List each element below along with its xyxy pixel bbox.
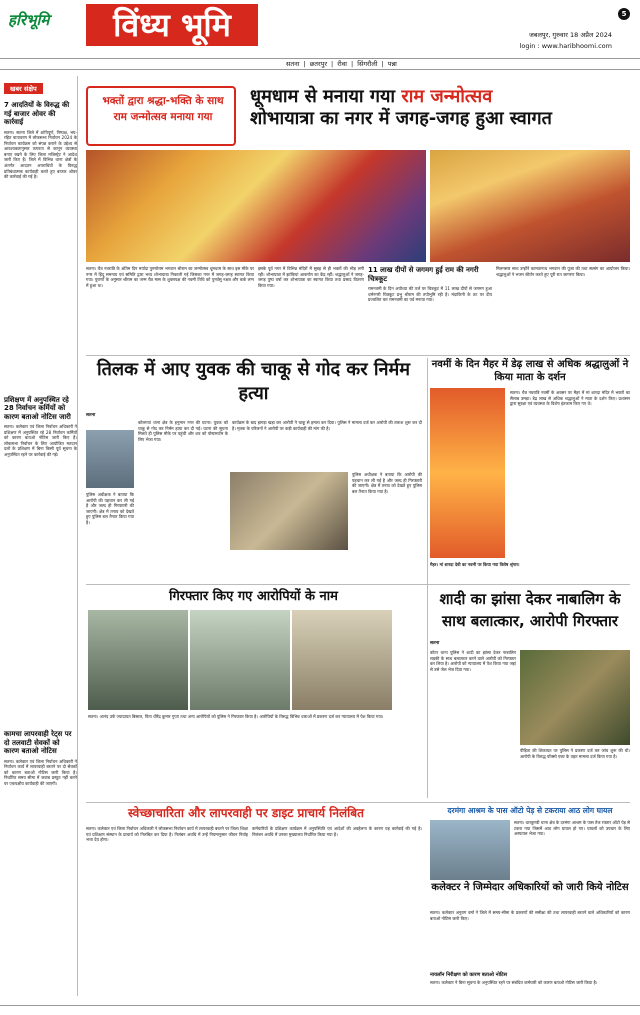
masthead <box>0 0 640 58</box>
story7-note-headline: नायलॉन निरीक्षण को कारण बताओ नोटिस <box>430 972 508 978</box>
story4-headline[interactable]: गिरफ्तार किए गए आरोपियों के नाम <box>169 589 338 604</box>
story5-photo-accused <box>520 650 630 745</box>
story1-body-1: सतना। चैत्र नवरात्रि के अंतिम दिन मर्यादा पुरुषोत्तम भगवान श्रीराम का जन्मोत्सव धूमधाम के साथ इस मौके पर नगर में हिंदू समन्वय एवं समिति द्वारा भव्य शोभायात्रा निकाली गई जिसका नगर में जगह-जगह स्वागत किया गया। पुराणों के अनुसार श्रीराम का जन्म चैत्र मास के शुक्लपक्ष की नवमी तिथि को पुनर्वसु नक्षत्र और कर्क लग्न में हुआ था। <box>86 266 254 288</box>
story3-photo-deity <box>430 388 505 558</box>
story7-photo-auto <box>430 820 510 880</box>
story5-body-1: कोटर थाना पुलिस ने शादी का झांसा देकर नाबालिग लड़की के साथ बलात्कार करने वाले आरोपी को गिरफ्तार कर लिया है। आरोपी को न्यायालय में पेश किया गया जहां से उसे जेल भेज दिया गया। <box>430 650 516 672</box>
story6-body-2: कर्मचारियों के प्रशिक्षण कार्यक्रम में अनुपस्थिति एवं आदेशों की अवहेलना के कारण यह कार्रवाई की गई है। निलंबन अवधि में उनका मुख्यालय निर्धारित किया गया है। <box>252 826 422 837</box>
story7-body-2: सतना। कलेक्टर अनुराग वर्मा ने जिले में समय-सीमा के प्रकरणों की समीक्षा की तथा लापरवाही बरतने वाले अधिकारियों को कारण बताओ नोटिस जारी किए। <box>430 910 630 921</box>
story1-body-2: इसके पूर्व नगर में विभिन्न मंदिरों में सुबह से ही भक्तों की भीड़ लगी रही। शोभायात्रा में झांकियां आकर्षण का केंद्र रहीं। श्रद्धालुओं ने जगह-जगह पुष्प वर्षा कर शोभायात्रा का स्वागत किया तथा प्रसाद वितरण किया गया। <box>258 266 364 288</box>
story4-body: सतना। आनंद उर्फ ज्यादायत बिसाल, पिता धीरेंद्र कुमार गुप्ता तथा अन्य आरोपियों को पुलिस ने गिरफ्तार किया है। आरोपियों के विरुद्ध विभिन्न धाराओं में प्रकरण दर्ज कर न्यायालय में पेश किया गया। <box>88 714 384 719</box>
brief-headline-3: कामचा लापरवाही रेट्स पर दो तलवाटी सेवकों को कारण बताओ नोटिस <box>4 730 72 755</box>
divider <box>86 355 630 356</box>
story5-byline: सतना <box>430 641 440 646</box>
story2-photo-scene <box>230 472 348 550</box>
accused-photo-3 <box>292 610 392 710</box>
brief-headline-1: 7 आदतियों के विरुद्ध की गई बाजार ओवर की कार्रवाई <box>4 101 70 126</box>
divider <box>86 584 630 585</box>
dateline: जबलपुर, गुरुवार 18 अप्रैल 2024 <box>528 31 612 39</box>
story1-photo-deity <box>430 150 630 262</box>
story1-subhead: 11 लाख दीपों से जगमग हुई राम की नगरी चित्रकूट <box>368 266 479 283</box>
story3-caption: मैहर। मां शारदा देवी का नवमी पर किया गया विशेष श्रृंगार। <box>430 562 520 567</box>
website-link[interactable]: login : www.haribhoomi.com <box>519 42 612 50</box>
brief-headline-2: प्रशिक्षण में अनुपस्थित रहे 28 निर्वाचन कर्मियों को कारण बताओ नोटिस जारी <box>4 395 71 421</box>
story2-byline: सतना <box>86 413 96 418</box>
brand-logo: हरिभूमि <box>8 11 50 29</box>
story7-body-3: सतना। कलेक्टर ने बिना सूचना के अनुपस्थित रहने पर संबंधित कर्मचारी को कारण बताओ नोटिस जारी किया है। <box>430 980 598 985</box>
city-list: सतना | छतरपुर | रीवा | सिंगरौली | पन्ना <box>286 60 397 68</box>
story2-headline[interactable]: तिलक में आए युवक की चाकू से गोद कर निर्मम हत्या <box>96 359 411 404</box>
page-number: 5 <box>618 8 630 20</box>
story5-body-2: पीड़िता की शिकायत पर पुलिस ने प्रकरण दर्ज कर जांच शुरू की थी। आरोपी के विरुद्ध पॉक्सो एक्ट के तहत मामला दर्ज किया गया है। <box>520 748 630 759</box>
story1-body-5: मिलनसार साथ उन्होंने कामतानाथ भगवान की पूजा की तथा सत्संग का आयोजन किया। श्रद्धालुओं ने भजन कीर्तन करते हुए पूरी रात जागरण किया। <box>496 266 630 277</box>
story1-photo-procession <box>86 150 426 262</box>
story1-headline[interactable] <box>250 86 630 130</box>
story6-headline[interactable]: स्वेच्छाचारिता और लापरवाही पर डाइट प्राचार्य निलंबित <box>128 806 364 820</box>
page-title: विंध्य भूमि <box>86 4 258 46</box>
story7-body: सतना। धारकुण्डी थाना क्षेत्र के दरमंगा आश्रम के पास तेज रफ्तार ऑटो पेड़ से टकरा गया जिसमें आठ लोग घायल हो गए। घायलों को उपचार के लिए अस्पताल भेजा गया। <box>514 820 630 837</box>
story2-body-2b: पुलिस अधीक्षक ने बताया कि आरोपी की पहचान कर ली गई है और जल्द ही गिरफ्तारी की जाएगी। क्षेत्र में तनाव को देखते हुए पुलिस बल तैनात किया गया है। <box>352 472 422 494</box>
story1-headline-part2: शोभायात्रा का नगर में जगह-जगह हुआ स्वागत <box>250 108 552 129</box>
story3-headline[interactable]: नवमीं के दिन मैहर में डेढ़ लाख से अधिक श्रद्धालुओं ने किया माता के दर्शन <box>431 359 629 383</box>
story1-headline-red: राम जन्मोत्सव <box>401 86 493 107</box>
story1-highlight-box <box>86 86 236 146</box>
story1-body-4: रामनवमी के दिन अयोध्या की तर्ज पर चित्रकूट में 11 लाख दीपों से जगमग हुआ धर्मनगरी चित्रकूट प्रभु श्रीराम की तपोभूमि रही है। मंदाकिनी के तट पर दीप प्रज्वलित कर रामनवमी का पर्व मनाया गया। <box>368 286 492 303</box>
story2-body-1: कोलगवां थाना क्षेत्र के हनुमान नगर की घटना। युवक को चाकू से गोद कर निर्मम हत्या कर दी गई। घटना की सूचना मिलते ही पुलिस मौके पर पहुंची और शव को पोस्टमार्टम के लिए भेजा गया। <box>138 420 228 442</box>
story7-subhead[interactable]: कलेक्टर ने जिम्मेदार अधिकारियों को जारी किये नोटिस <box>431 882 629 893</box>
story5-headline[interactable]: शादी का झांसा देकर नाबालिग के साथ बलात्कार, आरोपी गिरफ्तार <box>439 590 621 630</box>
divider <box>86 802 630 803</box>
story2-body-3: पुलिस अधीक्षक ने बताया कि आरोपी की पहचान कर ली गई है और जल्द ही गिरफ्तारी की जाएगी। क्षेत्र में तनाव को देखते हुए पुलिस बल तैनात किया गया है। <box>86 492 134 525</box>
brief-body-3: सतना। कलेक्टर एवं जिला निर्वाचन अधिकारी ने निर्वाचन कार्य में लापरवाही बरतने पर दो सेवकों को कारण बताओ नोटिस जारी किया है। निर्धारित समय सीमा में जवाब प्रस्तुत नहीं करने पर एकपक्षीय कार्यवाही की जाएगी। <box>4 758 77 786</box>
brief-body-2: सतना। कलेक्टर एवं जिला निर्वाचन अधिकारी ने प्रशिक्षण में अनुपस्थित रहे 28 निर्वाचन कर्मियों को कारण बताओ नोटिस जारी किए हैं। लोकसभा निर्वाचन के लिए आयोजित मतदान दलों के प्रशिक्षण में बिना किसी पूर्व सूचना के अनुपस्थित रहने पर कार्रवाई की गई। <box>4 424 77 457</box>
story6-body-1: सतना। कलेक्टर एवं जिला निर्वाचन अधिकारी ने लोकसभा निर्वाचन कार्य में लापरवाही बरतने पर जिला शिक्षा एवं प्रशिक्षण संस्थान के प्राचार्य को निलंबित कर दिया है। निलंबन अवधि में उन्हें नियमानुसार जीवन निर्वाह भत्ता देय होगा। <box>86 826 248 843</box>
story2-photo-victim <box>86 430 134 488</box>
story1-headline-part1: धूमधाम से मनाया गया <box>250 86 402 107</box>
accused-photo-2 <box>190 610 290 710</box>
page-footer <box>0 1005 640 1015</box>
divider <box>427 358 428 798</box>
accused-photo-1 <box>88 610 188 710</box>
brief-body-1: सतना। सतना जिले में शांतिपूर्ण, निष्पक्ष, भय-रहित वातावरण में लोकसभा निर्वाचन 2024 के निर्वाचन कार्यक्रम को संपन्न कराने के उद्देश्य से आवश्यकतानुसार तत्परता से कानून व्यवस्था बनाए रखने के लिए जिला मजिस्ट्रेट ने आदेश जारी किए हैं। जिले में विभिन्न थाना क्षेत्रों के अंतर्गत आदतन अपराधियों के विरुद्ध प्रतिबंधात्मक कार्यवाही करते हुए बाजार ओवर की कार्रवाई की गई है। <box>4 129 77 180</box>
story3-body: सतना। चैत्र नवरात्रि नवमीं के अवसर पर मैहर में मां शारदा मंदिर में भक्तों का सैलाब उमड़ा। डेढ़ लाख से अधिक श्रद्धालुओं ने माता के दर्शन किए। प्रशासन द्वारा सुरक्षा एवं व्यवस्था के विशेष इंतजाम किए गए थे। <box>510 390 630 407</box>
story7-headline[interactable]: दरमंगा आश्रम के पास ऑटो पेड़ से टकराया आठ लोग घायल <box>447 806 613 815</box>
left-column <box>4 76 78 996</box>
section-label: खबर संक्षेप <box>4 83 43 94</box>
city-bar <box>0 58 640 70</box>
story1-highlight-text: भक्तों द्वारा श्रद्धा-भक्ति के साथ राम जन्मोत्सव मनाया गया <box>102 95 224 123</box>
story2-body-2: कार्यक्रम के बाद झगड़ा खड़ा कर आरोपी ने चाकू से हमला कर दिया। पुलिस ने मामला दर्ज कर आरोपी की तलाश शुरू कर दी है। मृतक के परिजनों ने आरोपी पर कड़ी कार्यवाही की मांग की है। <box>232 420 422 431</box>
